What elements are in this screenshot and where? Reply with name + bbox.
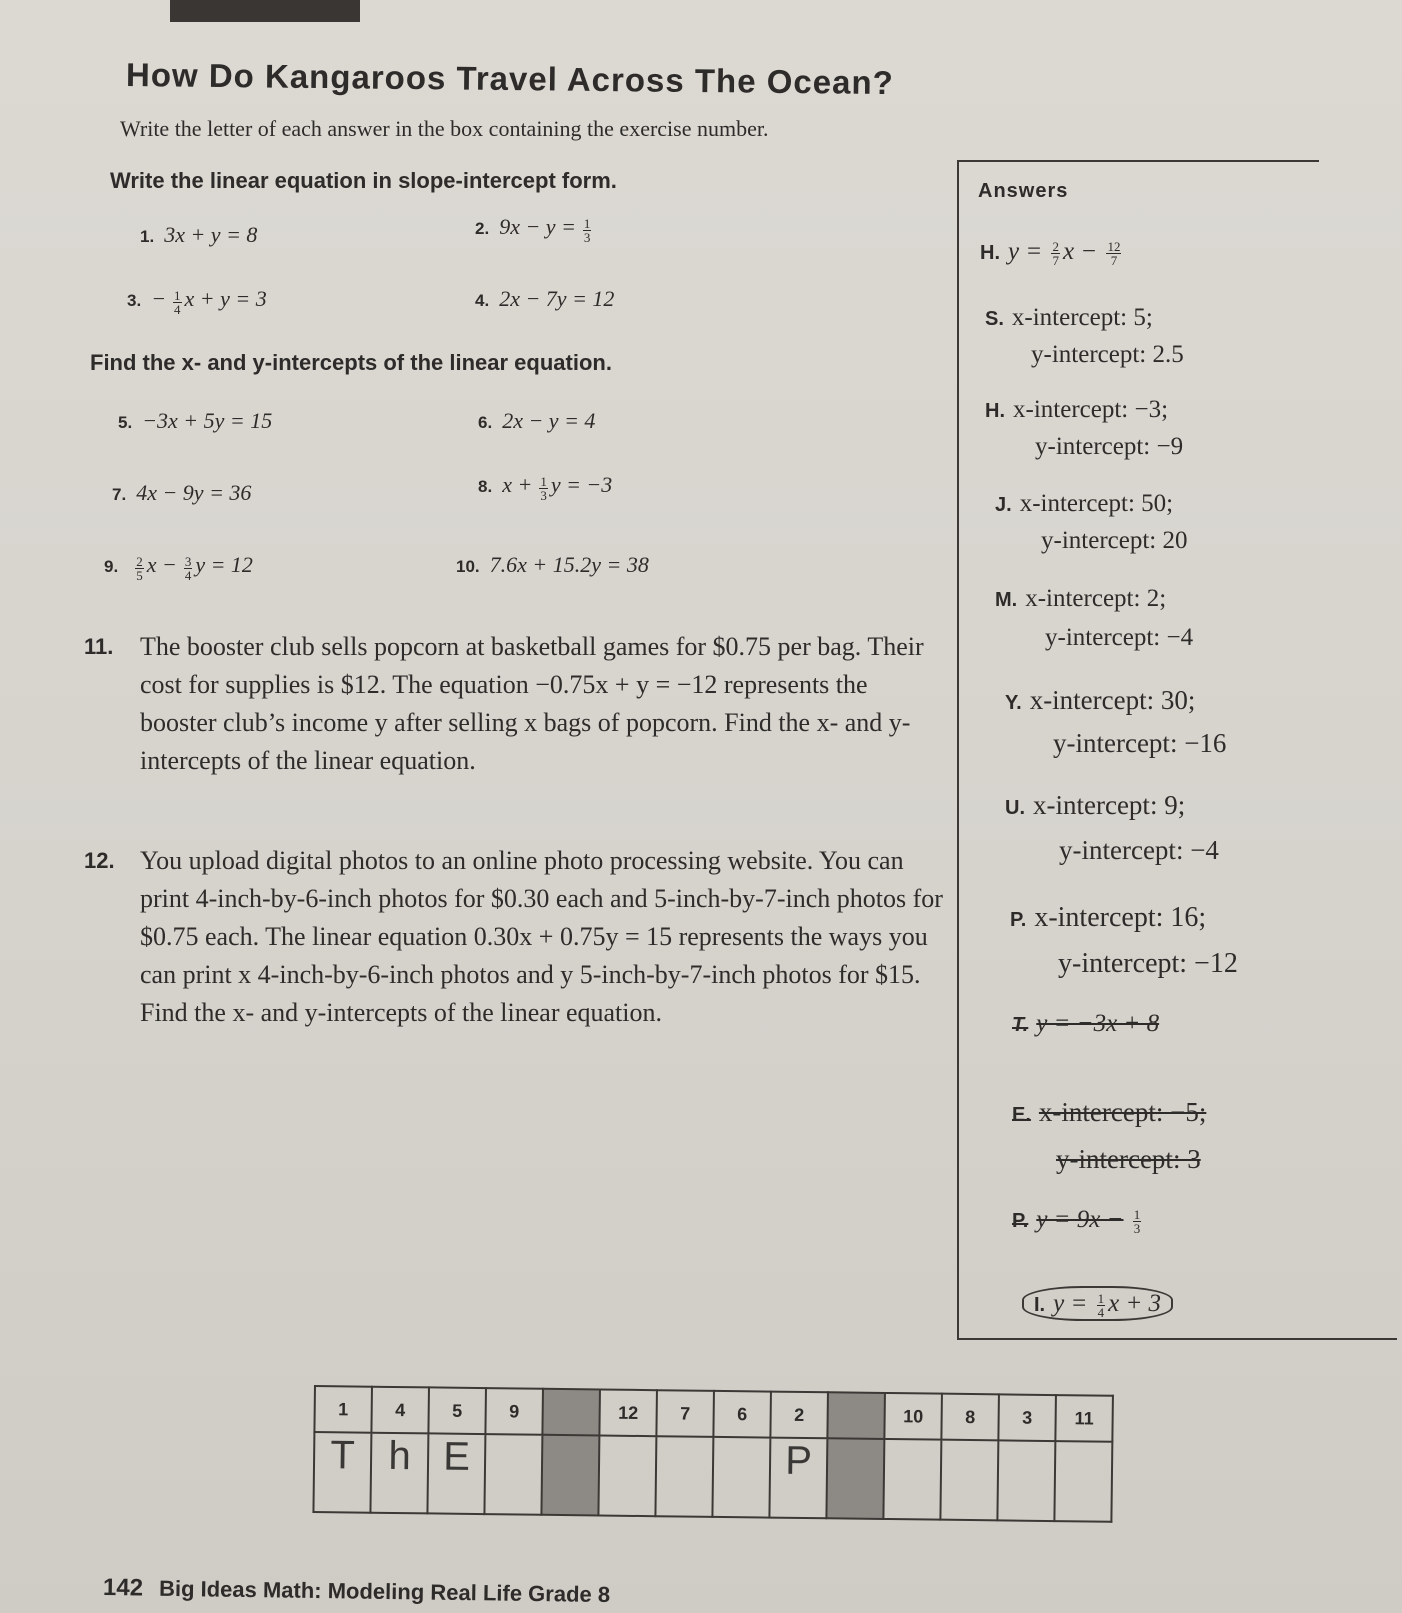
answers-title: Answers [978,180,1069,202]
exercise-11 [84,628,924,780]
fraction: $\frac{1}{4}$ [174,287,181,317]
grid-answer-cell[interactable] [712,1437,770,1518]
grid-answer-cell[interactable] [655,1436,713,1517]
grid-header-cell: 3 [998,1394,1056,1441]
grid-header-cell: 5 [428,1387,486,1434]
answer-h-slope: H. y = $\frac{2}{7}$ x − $\frac{12}{7}$ [980,238,1121,268]
word-problem-text: You upload digital photos to an online photo processing website. You can print 4-inch-by-6-inch photos for $0.30 each and 5-inch-by-7-inch photos for $0.75 each. The linear equation 0.30x + 0.75y = 15 represents the ways you can print x 4-inch-by-6-inch photos and y 5-inch-by-7-inch photos for $15. Find the x- and y-intercepts of the linear equation. [140,846,943,1027]
answer-j: J. x-intercept: 50; y-intercept: 20 [995,490,1188,554]
grid-header-cell: 11 [1055,1395,1113,1442]
grid-blank-space [542,1389,600,1436]
equation: 3x + y = 8 [164,222,258,247]
instructions: Write the letter of each answer in the box containing the exercise number. [120,116,769,141]
fraction: $\frac{2}{5}$ [136,553,143,583]
page-number: 142 [102,1574,144,1602]
exercise-1 [140,222,257,248]
answer-s: S. x-intercept: 5; y-intercept: 2.5 [985,304,1184,368]
equation: y = 12 [195,552,253,577]
answer-i-circled: I. y = $\frac{1}{4}$ x + 3 [1022,1290,1173,1319]
exercise-number: 9. [104,557,119,576]
fraction: $\frac{1}{4}$ [1097,1290,1105,1320]
grid-header-cell: 6 [713,1391,771,1438]
grid-header-cell: 2 [770,1392,828,1439]
exercise-number: 7. [112,485,127,504]
grid-header-cell: 1 [314,1386,372,1433]
exercise-2 [475,214,594,244]
answer-u: U. x-intercept: 9; y-intercept: −4 [1005,790,1219,865]
grid-header-cell: 8 [941,1394,999,1441]
answers-box-bottom-edge [957,1338,1397,1340]
exercise-number: 11. [84,634,114,659]
exercise-8: 8. x + $\frac{1}{3}$ y = −3 [478,472,613,503]
fraction: $\frac{1}{3}$ [1133,1206,1141,1236]
exercise-12 [84,842,944,1032]
answer-h-intercepts: H. x-intercept: −3; y-intercept: −9 [985,396,1184,460]
grid-answer-cell[interactable]: h [370,1433,428,1514]
answer-y: Y. x-intercept: 30; y-intercept: −16 [1005,685,1227,758]
equation: 9x − y = [499,214,576,239]
grid-answer-cell[interactable] [598,1435,656,1516]
grid-answer-cell[interactable] [940,1440,998,1521]
exercise-number: 3. [127,291,142,310]
grid-answer-cell[interactable]: E [427,1433,485,1514]
exercise-5 [118,408,272,434]
answer-p-slope: P. y = 9x − $\frac{1}{3}$ [1012,1206,1141,1236]
answer-p-intercepts: P. x-intercept: 16; y-intercept: −12 [1010,902,1238,979]
exercise-number: 10. [456,557,480,576]
exercise-number: 2. [475,219,490,238]
exercise-number: 6. [478,413,493,432]
exercise-number: 4. [475,291,490,310]
grid-answer-cell[interactable] [997,1440,1055,1521]
exercise-number: 1. [140,227,155,246]
page-title: How Do Kangaroos Travel Across The Ocean? [125,56,894,102]
grid-header-cell: 12 [599,1389,657,1436]
book-title: Big Ideas Math: Modeling Real Life Grade 8 [158,1575,611,1608]
answer-t-crossed-out: T. y = −3x + 8 [1012,1010,1160,1037]
equation: y = −3 [550,472,613,497]
section-heading-intercepts: Find the x- and y-intercepts of the linear equation. [90,350,612,375]
equation: x + y = 3 [184,286,267,311]
fraction: $\frac{1}{3}$ [583,215,591,245]
grid-blank-space [541,1435,599,1516]
answer-e-crossed-out: E. x-intercept: −5; y-intercept: 3 [1012,1097,1207,1174]
word-problem-text: The booster club sells popcorn at basketball games for $0.75 per bag. Their cost for supplies is $12. The equation −0.75x + y = −12 represents the booster club’s income y after selling x bags of popcorn. Find the x- and y-intercepts of the linear equation. [140,632,924,775]
section-heading-slope-intercept: Write the linear equation in slope-intercept form. [110,168,617,193]
fraction: $\frac{1}{3}$ [540,473,547,503]
grid-answer-cell[interactable]: P [769,1438,827,1519]
grid-answer-cell[interactable] [883,1439,941,1520]
equation: 2x − y = 4 [502,408,596,433]
exercise-10 [456,552,649,578]
equation: 7.6x + 15.2y = 38 [489,552,649,577]
exercise-number: 12. [84,848,115,873]
exercise-7 [112,480,251,506]
exercise-number: 8. [478,477,493,496]
grid-answer-cell[interactable] [1054,1441,1112,1522]
fraction: $\frac{3}{4}$ [184,553,192,583]
exercise-6 [478,408,595,434]
grid-answer-letters [313,1432,1112,1522]
exercise-9: 9. $\frac{2}{5}$ x − $\frac{3}{4}$ y = 12 [104,552,253,583]
equation: 2x − 7y = 12 [499,286,615,311]
grid-answer-cell[interactable]: T [313,1432,371,1513]
grid-answer-cell[interactable] [484,1434,542,1515]
grid-blank-space [827,1392,885,1439]
grid-header-cell: 7 [656,1390,714,1437]
fraction: $\frac{2}{7}$ [1052,238,1059,268]
exercise-3: 3. − $\frac{1}{4}$ x + y = 3 [127,286,267,317]
answer-letter-grid [312,1385,1114,1523]
grid-blank-space [826,1438,884,1519]
equation: −3x + 5y = 15 [142,408,273,433]
grid-header-cell: 10 [884,1393,942,1440]
fraction: $\frac{12}{7}$ [1107,238,1121,268]
exercise-number: 5. [118,413,133,432]
page-footer [103,1574,610,1609]
answer-m: M. x-intercept: 2; y-intercept: −4 [995,585,1194,651]
equation: 4x − 9y = 36 [136,480,252,505]
binder-tab [170,0,360,22]
exercise-4 [475,286,614,312]
grid-header-cell: 4 [371,1387,429,1434]
grid-header-cell: 9 [485,1388,543,1435]
